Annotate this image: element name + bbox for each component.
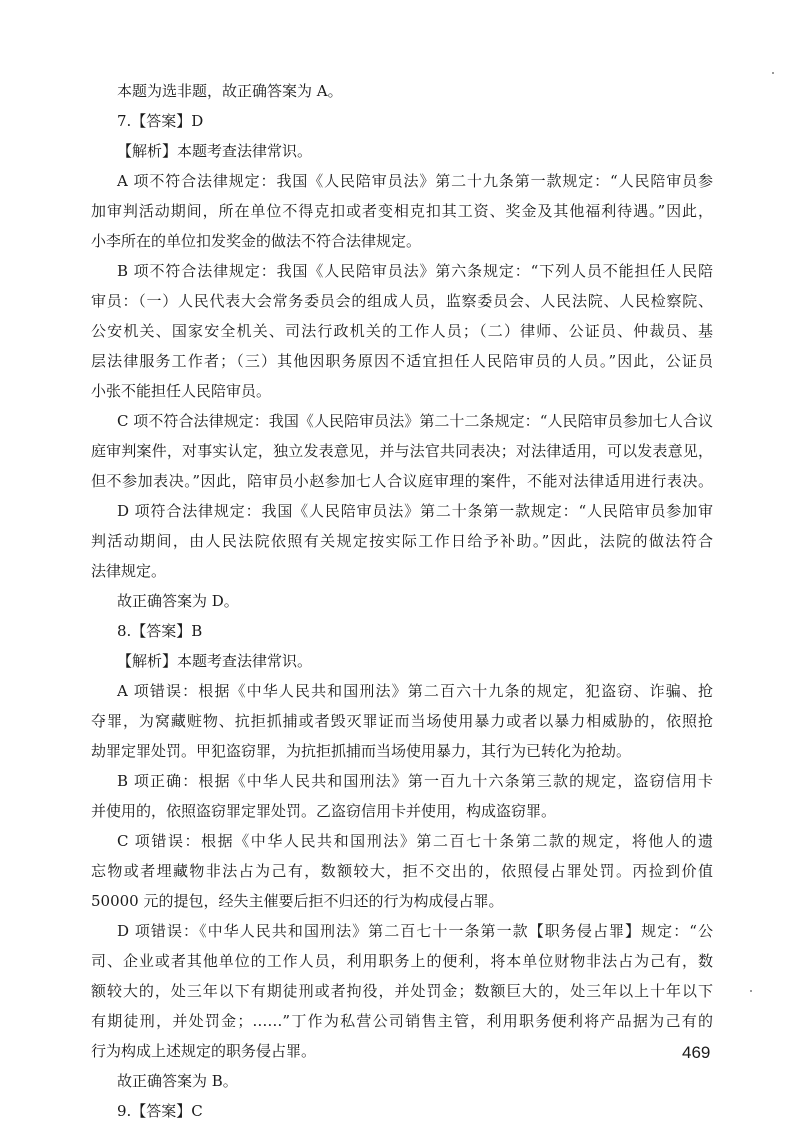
text-line: 小张不能担任人民陪审员。: [91, 382, 272, 400]
text-line: 司、企业或者其他单位的工作人员，利用职务上的便利，将本单位财物非法占为己有，数: [91, 952, 713, 970]
text-line: 50000 元的提包，经失主催要后拒不归还的行为构成侵占罪。: [91, 892, 504, 910]
text-line: B 项不符合法律规定：我国《人民陪审员法》第六条规定：“下列人员不能担任人民陪: [117, 262, 713, 280]
text-line: A 项不符合法律规定：我国《人民陪审员法》第二十九条第一款规定：“人民陪审员参: [117, 172, 713, 190]
text-line: 庭审判案件，对事实认定，独立发表意见，并与法官共同表决；对法律适用，可以发表意见，: [91, 442, 713, 460]
text-line: 劫罪定罪处罚。甲犯盗窃罪，为抗拒抓捕而当场使用暴力，其行为已转化为抢劫。: [91, 742, 632, 760]
text-line: D 项错误：《中华人民共和国刑法》第二百七十一条第一款【职务侵占罪】规定：“公: [117, 922, 713, 940]
conclusion-line: 故正确答案为 B。: [117, 1072, 238, 1090]
text-line: 法律规定。: [91, 562, 167, 580]
text-line: 忘物或者埋藏物非法占为己有，数额较大，拒不交出的，依照侵占罪处罚。丙捡到价值: [91, 862, 713, 880]
answer-heading-7: 7.【答案】D: [117, 112, 204, 130]
text-line: A 项错误：根据《中华人民共和国刑法》第二百六十九条的规定，犯盗窃、诈骗、抢: [117, 682, 713, 700]
analysis-heading: 【解析】本题考查法律常识。: [117, 142, 313, 160]
text-line: 公安机关、国家安全机关、司法行政机关的工作人员；（二）律师、公证员、仲裁员、基: [91, 322, 713, 340]
conclusion-line: 故正确答案为 D。: [117, 592, 239, 610]
text-line: C 项不符合法律规定：我国《人民陪审员法》第二十二条规定：“人民陪审员参加七人合议: [117, 412, 713, 430]
text-line: 小李所在的单位扣发奖金的做法不符合法律规定。: [91, 232, 422, 250]
text-line: 审员：（一）人民代表大会常务委员会的组成人员，监察委员会、人民法院、人民检察院、: [91, 292, 713, 310]
scan-speck: [750, 990, 752, 992]
text-line: 并使用的，依照盗窃罪定罪处罚。乙盗窃信用卡并使用，构成盗窃罪。: [91, 802, 557, 820]
answer-heading-8: 8.【答案】B: [117, 622, 203, 640]
text-line: 判活动期间，由人民法院依照有关规定按实际工作日给予补助。”因此，法院的做法符合: [91, 532, 713, 550]
text-line: 有期徒刑，并处罚金；……”丁作为私营公司销售主管，利用职务便利将产品据为己有的: [91, 1012, 713, 1030]
analysis-heading: 【解析】本题考查法律常识。: [117, 652, 313, 670]
text-line: 本题为选非题，故正确答案为 A。: [117, 82, 343, 100]
text-line: B 项正确：根据《中华人民共和国刑法》第一百九十六条第三款的规定，盗窃信用卡: [117, 772, 713, 790]
text-line: D 项符合法律规定：我国《人民陪审员法》第二十条第一款规定：“人民陪审员参加审: [117, 502, 713, 520]
text-line: 夺罪，为窝藏赃物、抗拒抓捕或者毁灭罪证而当场使用暴力或者以暴力相威胁的，依照抢: [91, 712, 713, 730]
scan-speck: [772, 72, 774, 74]
text-line: 额较大的，处三年以下有期徒刑或者拘役，并处罚金；数额巨大的，处三年以上十年以下: [91, 982, 713, 1000]
text-line: 层法律服务工作者；（三）其他因职务原因不适宜担任人民陪审员的人员。”因此，公证员: [91, 352, 713, 370]
document-page: [91, 76, 713, 1126]
text-line: C 项错误：根据《中华人民共和国刑法》第二百七十条第二款的规定，将他人的遗: [117, 832, 713, 850]
text-line: 但不参加表决。”因此，陪审员小赵参加七人合议庭审理的案件，不能对法律适用进行表决。: [91, 472, 713, 490]
text-line: 加审判活动期间，所在单位不得克扣或者变相克扣其工资、奖金及其他福利待遇。”因此，: [91, 202, 713, 220]
answer-heading-9: 9.【答案】C: [117, 1102, 203, 1120]
text-line: 行为构成上述规定的职务侵占罪。: [91, 1042, 317, 1060]
page-number: 469: [682, 1043, 711, 1062]
